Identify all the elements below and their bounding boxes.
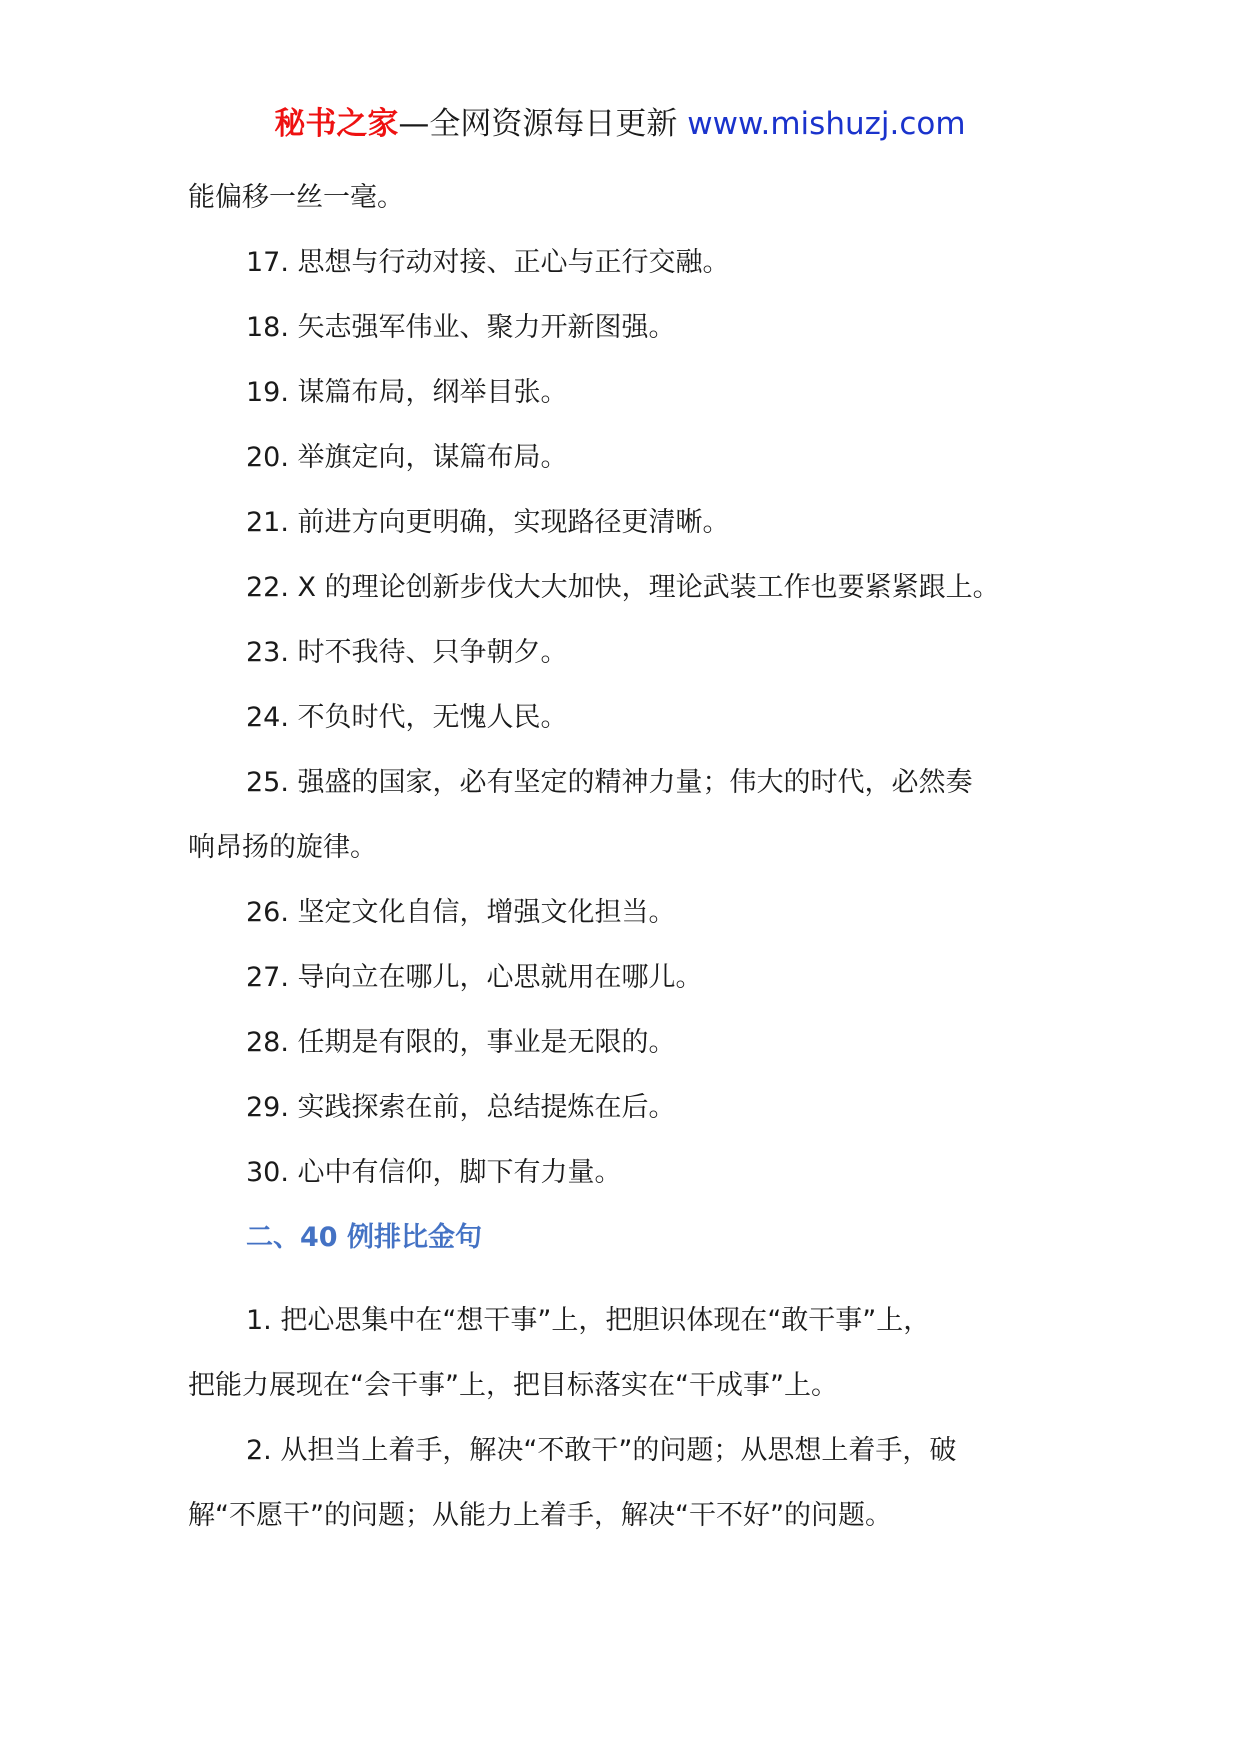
list-item-21: 21. 前进方向更明确，实现路径更清晰。 — [246, 507, 730, 538]
list-item-18: 18. 矢志强军伟业、聚力开新图强。 — [246, 312, 676, 343]
list-item-27: 27. 导向立在哪儿，心思就用在哪儿。 — [246, 962, 703, 993]
section-item-2-line-1: 2. 从担当上着手，解决“不敢干”的问题；从思想上着手，破 — [246, 1435, 957, 1466]
list-item-19: 19. 谋篇布局，纲举目张。 — [246, 377, 568, 408]
section-item-2-line-2: 解“不愿干”的问题；从能力上着手，解决“干不好”的问题。 — [188, 1500, 892, 1531]
website-url: www.mishuzj.com — [687, 106, 966, 142]
list-item-29: 29. 实践探索在前，总结提炼在后。 — [246, 1092, 676, 1123]
list-item-30: 30. 心中有信仰，脚下有力量。 — [246, 1157, 622, 1188]
list-item-25-line-1: 25. 强盛的国家，必有坚定的精神力量；伟大的时代，必然奏 — [246, 767, 973, 798]
list-item-20: 20. 举旗定向，谋篇布局。 — [246, 442, 568, 473]
document-body — [188, 165, 1068, 1548]
header-slogan: —全网资源每日更新 — [398, 106, 688, 142]
list-item-25-line-2: 响昂扬的旋律。 — [188, 832, 377, 863]
list-item-28: 28. 任期是有限的，事业是无限的。 — [246, 1027, 676, 1058]
list-item-23: 23. 时不我待、只争朝夕。 — [246, 637, 568, 668]
list-item-24: 24. 不负时代，无愧人民。 — [246, 702, 568, 733]
list-item-26: 26. 坚定文化自信，增强文化担当。 — [246, 897, 676, 928]
section-item-1-line-2: 把能力展现在“会干事”上，把目标落实在“干成事”上。 — [188, 1370, 838, 1401]
continuation-line: 能偏移一丝一毫。 — [188, 182, 404, 213]
section-heading: 二、40 例排比金句 — [246, 1222, 482, 1253]
list-item-17: 17. 思想与行动对接、正心与正行交融。 — [246, 247, 730, 278]
section-item-1-line-1: 1. 把心思集中在“想干事”上，把胆识体现在“敢干事”上， — [246, 1305, 931, 1336]
brand-name: 秘书之家 — [274, 106, 399, 142]
list-item-22: 22. X 的理论创新步伐大大加快，理论武装工作也要紧紧跟上。 — [246, 572, 1000, 603]
page-header — [0, 102, 1240, 146]
